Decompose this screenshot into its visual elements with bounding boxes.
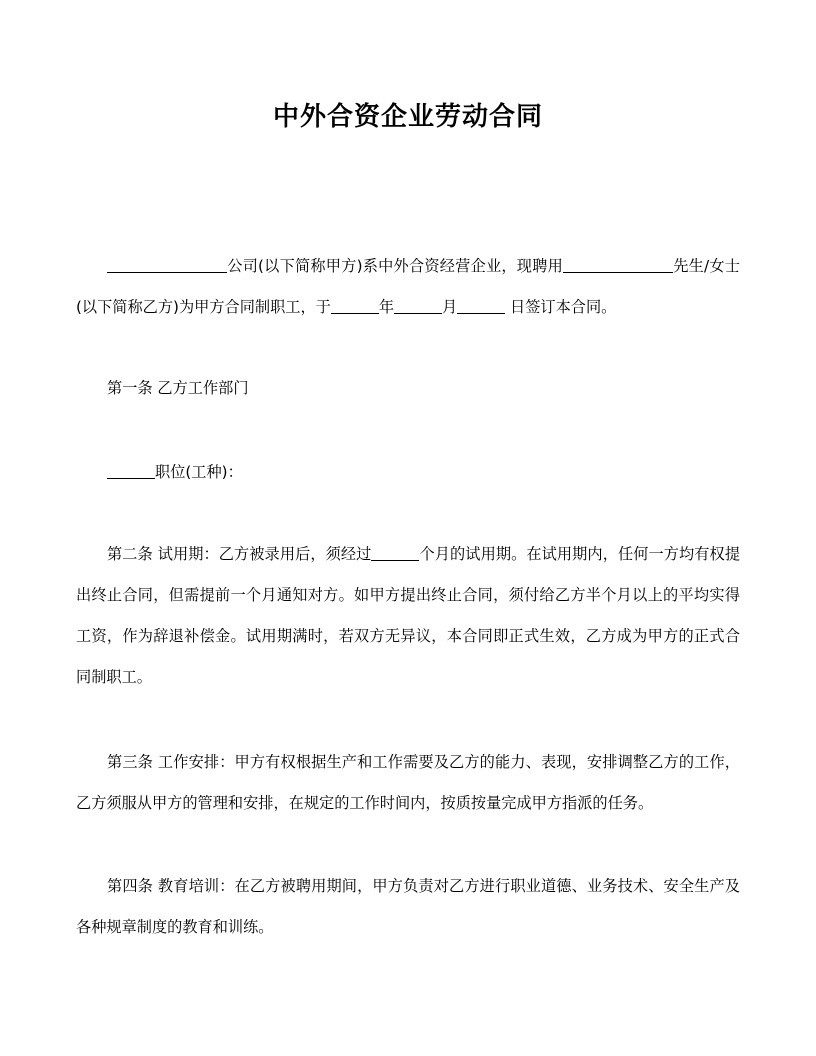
probation-months-blank[interactable] — [371, 545, 419, 561]
month-label: 月 — [442, 298, 458, 316]
article-4-paragraph: 第四条 教育培训：在乙方被聘用期间，甲方负责对乙方进行职业道德、业务技术、安全生产及各种规章制度的教育和训练。 — [76, 877, 740, 936]
day-blank[interactable] — [457, 298, 505, 314]
year-label: 年 — [378, 298, 395, 316]
article-1-position — [76, 452, 740, 493]
article-2-paragraph — [76, 534, 740, 698]
position-label: 职位(工种)： — [155, 463, 243, 481]
intro-paragraph — [76, 246, 740, 328]
article-1-heading: 第一条 乙方工作部门 — [107, 379, 249, 397]
intro-text-2: 先生/女士(以下简称乙方)为甲方合同制职工，于 — [76, 257, 740, 316]
intro-text-1: 公司(以下简称甲方)系中外合资经营企业，现聘用 — [227, 257, 564, 275]
year-blank[interactable] — [331, 298, 379, 314]
day-label: 日签订本合同。 — [505, 298, 617, 316]
position-blank[interactable] — [107, 463, 155, 479]
document-title: 中外合资企业劳动合同 — [272, 102, 543, 132]
article-2-text-2: 个月的试用期。在试用期内，任何一方均有权提出终止合同，但需提前一个月通知对方。如甲方提出终止合同，须付给乙方半个月以上的平均实得工资，作为辞退补偿金。试用期满时，若双方无异议，本合同即正式生效，乙方成为甲方的正式合同制职工。 — [76, 545, 740, 686]
company-name-blank[interactable] — [107, 257, 227, 273]
employee-name-blank[interactable] — [563, 257, 673, 273]
month-blank[interactable] — [394, 298, 442, 314]
article-3-paragraph: 第三条 工作安排：甲方有权根据生产和工作需要及乙方的能力、表现，安排调整乙方的工作，乙方须服从甲方的管理和安排，在规定的工作时间内，按质按量完成甲方指派的任务。 — [76, 753, 740, 812]
article-2-text-1: 第二条 试用期：乙方被录用后，须经过 — [107, 545, 372, 563]
